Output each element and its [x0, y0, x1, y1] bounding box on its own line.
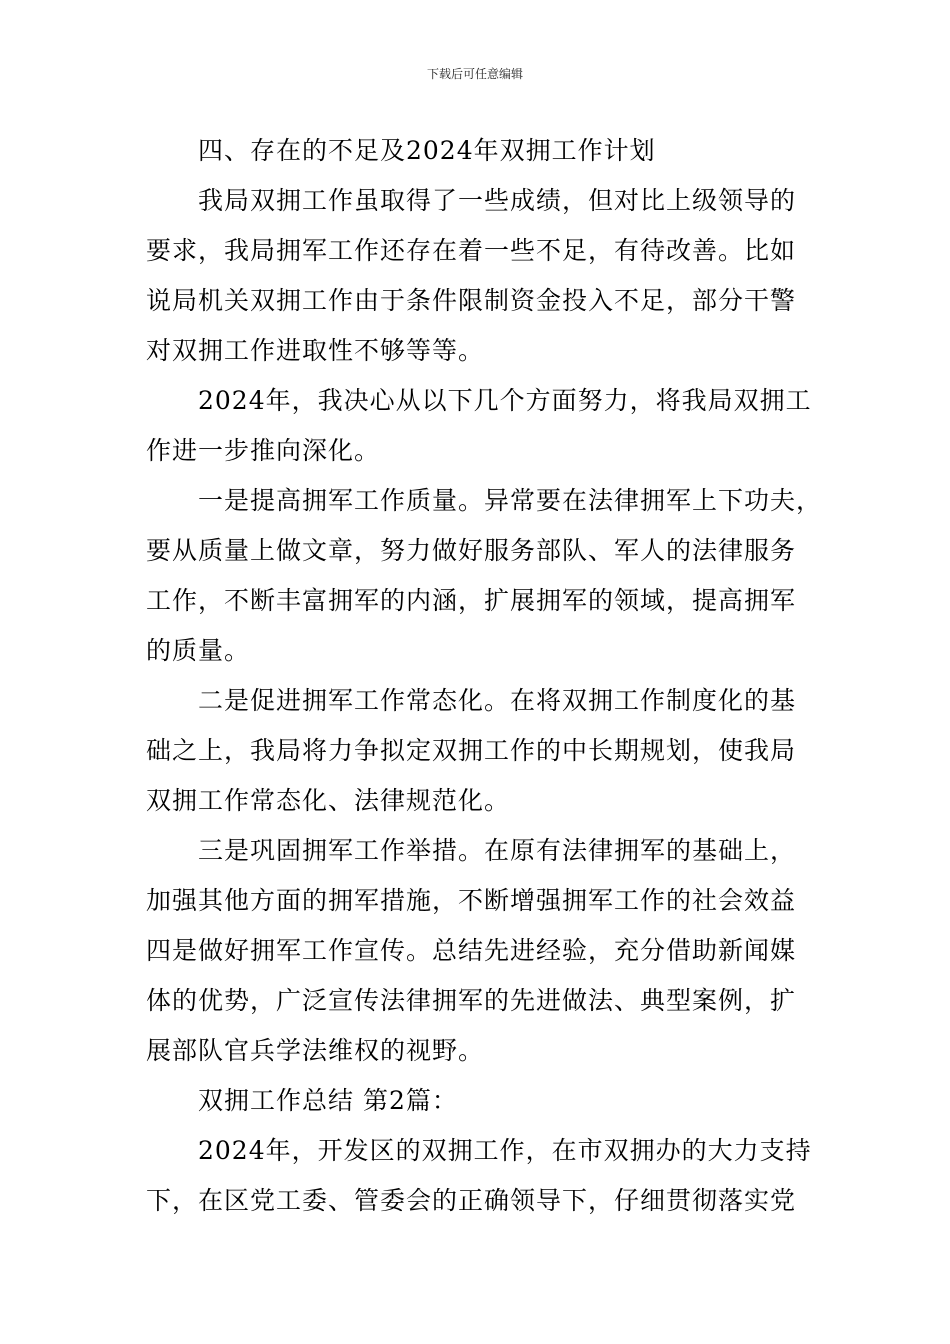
body-line: 2024年，开发区的双拥工作，在市双拥办的大力支持 — [198, 1136, 812, 1165]
body-line: 对双拥工作进取性不够等等。 — [146, 336, 485, 365]
body-line: 四是做好拥军工作宣传。总结先进经验，充分借助新闻媒 — [146, 936, 797, 965]
body-line: 体的优势，广泛宣传法律拥军的先进做法、典型案例，扩 — [146, 986, 797, 1015]
body-line: 我局双拥工作虽取得了一些成绩，但对比上级领导的 — [198, 186, 797, 215]
body-line: 工作，不断丰富拥军的内涵，扩展拥军的领域，提高拥军 — [146, 586, 797, 615]
body-line: 加强其他方面的拥军措施，不断增强拥军工作的社会效益 — [146, 886, 797, 915]
body-line: 双拥工作常态化、法律规范化。 — [146, 786, 511, 815]
body-line: 要求，我局拥军工作还存在着一些不足，有待改善。比如 — [146, 236, 797, 265]
body-line: 要从质量上做文章，努力做好服务部队、军人的法律服务 — [146, 536, 797, 565]
body-line: 作进一步推向深化。 — [146, 436, 381, 465]
body-line: 下，在区党工委、管委会的正确领导下，仔细贯彻落实党 — [146, 1186, 797, 1215]
body-line: 础之上，我局将力争拟定双拥工作的中长期规划，使我局 — [146, 736, 797, 765]
body-line: 一是提高拥军工作质量。异常要在法律拥军上下功夫， — [198, 486, 823, 515]
body-line: 展部队官兵学法维权的视野。 — [146, 1036, 485, 1065]
body-line: 的质量。 — [146, 636, 251, 665]
body-line: 说局机关双拥工作由于条件限制资金投入不足，部分干警 — [146, 286, 797, 315]
document-body — [146, 126, 823, 1226]
page-header-note: 下载后可任意编辑 — [426, 67, 523, 81]
body-line: 2024年，我决心从以下几个方面努力，将我局双拥工 — [198, 386, 812, 415]
body-line: 双拥工作总结 第2篇： — [198, 1086, 458, 1115]
body-line: 四、存在的不足及2024年双拥工作计划 — [198, 136, 656, 165]
body-line: 二是促进拥军工作常态化。在将双拥工作制度化的基 — [198, 686, 797, 715]
body-line: 三是巩固拥军工作举措。在原有法律拥军的基础上， — [198, 836, 797, 865]
